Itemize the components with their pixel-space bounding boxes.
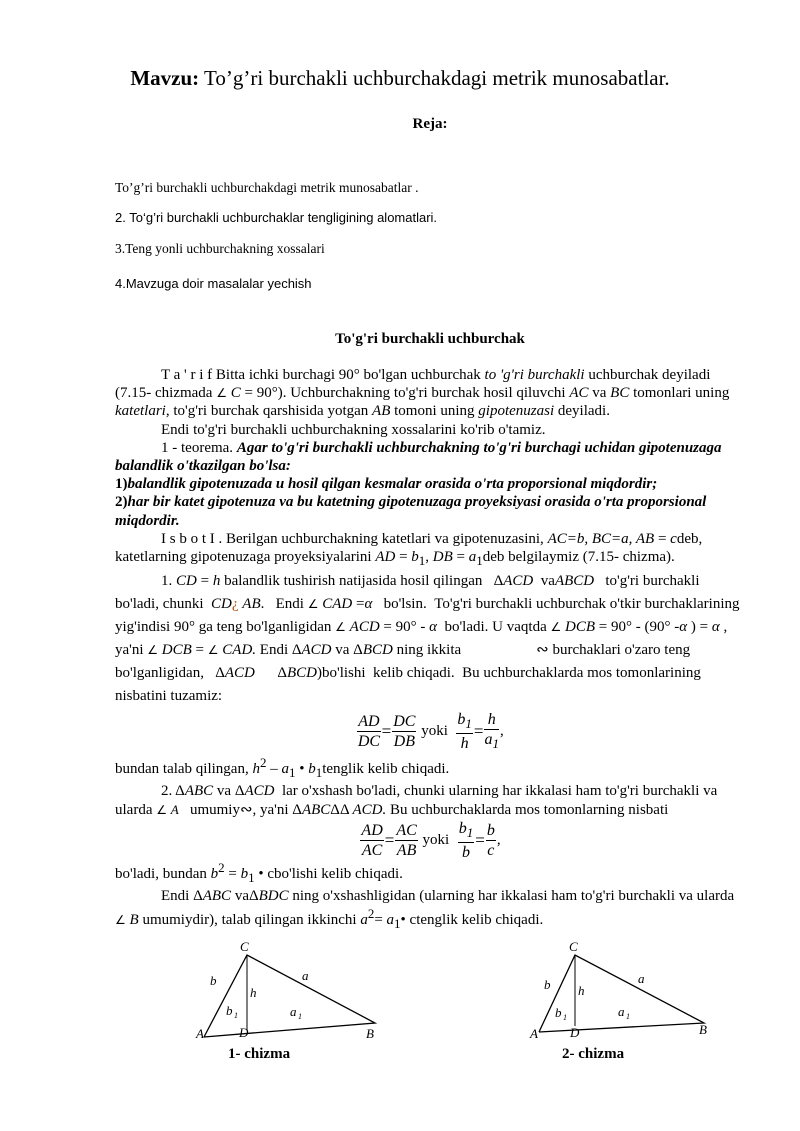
equation-1: $\frac{AD}{DC}$ = $\frac{DC}{DB}$ yoki $\frac{b_1}{h}$ = $\frac{h}{a_1}$ , xyxy=(357,711,504,753)
theorem-item-2: 2)har bir katet gipotenuza va bu katetning gipotenuzaga proyeksiyasi orasida o'rta proporsional miqdordir. xyxy=(115,494,707,529)
equation-2: $\frac{AD}{AC}$ = $\frac{AC}{AB}$ yoki $\frac{b_1}{b}$ = $\frac{b}{c}$ , xyxy=(361,819,501,862)
proof-step-1: 1. CD = h balandlik tushirish natijasida hosil qilingan ΔACD vaABCD to'g'ri burchakli bo'ladi, chunki CD¿ AB. Endi ∠ CAD =α bo'lsin. To'g'ri burchakli uchburchak o'tkir burchaklarining yig'indisi 90° ga teng bo'lganligidan ∠ ACD = 90° - α bo'ladi. U vaqtda ∠ DCB = 90° - (90° -α ) = α , ya'ni ∠ DCB = ∠ CAD. Endi ΔACD va ΔBCD ning ikkita ∾ burchaklari o'zaro teng bo'lganligidan, ΔACD ΔBCD)bo'lishi kelib chiqadi. Bu uchburchaklarda mos tomonlarining nisbatini tuzamiz: xyxy=(115,573,740,705)
triangle xyxy=(204,955,375,1037)
label-b-side: b xyxy=(210,973,217,988)
proof-step-3: Endi ΔABC vaΔBDC ning o'xshashligidan (ularning har ikkalasi ham to'g'ri burchakli va ularda ∠ B umumiydir), talab qilingan ikkinchi $a^2=$ $a_1•$ ctenglik kelib chiqadi. xyxy=(115,888,735,932)
label-a1-sub: 1 xyxy=(626,1012,630,1021)
plan-item-3: 3.Teng yonli uchburchakning xossalari xyxy=(115,241,325,256)
page-title xyxy=(0,66,800,91)
label-a-vertex: A xyxy=(196,1026,204,1041)
label-b1: b xyxy=(226,1003,233,1018)
proof-step-2: 2. ΔABC va ΔACD lar o'xshash bo'ladi, chunki ularning har ikkalasi ham to'g'ri burchakli va ularda ∠ A umumiy∾, ya'ni ΔABCΔΔ ACD. Bu uchburchaklarda mos tomonlarning nisbati xyxy=(115,783,718,818)
document-body xyxy=(115,366,745,933)
label-a-vertex: A xyxy=(530,1026,538,1041)
label-d: D xyxy=(239,1025,249,1040)
label-a-side: a xyxy=(638,971,645,986)
figure-1-caption: 1- chizma xyxy=(228,1046,291,1062)
label-b1: b xyxy=(555,1005,562,1020)
paragraph: T a ' r i f Bitta ichki burchagi 90° bo'lgan uchburchak to 'g'ri burchakli uchburchak deyiladi (7.15- chizmada ∠ C = 90°). Uchburchakning to'g'ri burchak hosil qiluvchi AC va BC tomonlari uning katetlari, to'g'ri burchak qarshisida yotgan AB tomoni uning gipotenuzasi deyiladi. xyxy=(115,367,730,420)
label-h: h xyxy=(578,983,585,998)
label-b-vertex: B xyxy=(366,1026,374,1041)
theorem: 1 - teorema. Agar to'g'ri burchakli uchburchakning to'g'ri burchagi uchidan gipotenuzaga balandlik o'tkazilgan bo'lsa: xyxy=(115,439,722,475)
label-a1: a xyxy=(618,1004,625,1019)
label-a1-sub: 1 xyxy=(298,1012,302,1021)
label-b-vertex: B xyxy=(699,1022,707,1037)
title-label: Mavzu: xyxy=(130,66,200,90)
label-b1-sub: 1 xyxy=(563,1013,567,1022)
plan-item-1: To’g’ri burchakli uchburchakdagi metrik munosabatlar . xyxy=(115,180,419,195)
label-d: D xyxy=(570,1025,580,1040)
figure-2 xyxy=(522,938,722,1042)
proof: I s b o t I . Berilgan uchburchakning katetlari va gipotenuzasini, AC=b, BC=a, AB = cdeb, katetlarning gipotenuzaga proyeksiyalarini AD = $b_1$, DB = $a_1deb$ belgilaymiz (7.15- chizma). xyxy=(115,530,703,569)
plan-item-4: 4.Mavzuga doir masalalar yechish xyxy=(115,276,312,291)
label-c: C xyxy=(240,939,249,954)
theorem-item-1: 1)balandlik gipotenuzada u hosil qilgan kesmalar orasida o'rta proporsional miqdordir; xyxy=(115,476,658,493)
plan-item-2: 2. To‘g’ri burchakli uchburchaklar tengligining alomatlari. xyxy=(115,210,438,225)
paragraph: Endi to'g'ri burchakli uchburchakning xossalarini ko'rib o'tamiz. xyxy=(161,421,546,438)
label-b-side: b xyxy=(544,977,551,992)
proof-result-2: bo'ladi, bundan $b^2 = b_1$ • cbo'lishi kelib chiqadi. xyxy=(115,859,403,885)
title-text: To’g’ri burchakli uchburchakdagi metrik munosabatlar. xyxy=(199,66,670,90)
section-title: To'g'ri burchakli uchburchak xyxy=(335,331,525,347)
figure-1 xyxy=(190,938,390,1042)
plan-heading: Reja: xyxy=(412,116,448,132)
label-a-side: a xyxy=(302,968,309,983)
proof-result-1: bundan talab qilingan, $h^2 - a_1$ • $b_1tenglik$ kelib chiqadi. xyxy=(115,755,450,781)
label-c: C xyxy=(569,939,578,954)
label-b1-sub: 1 xyxy=(234,1011,238,1020)
figure-2-caption: 2- chizma xyxy=(562,1046,625,1062)
label-h: h xyxy=(250,985,257,1000)
label-a1: a xyxy=(290,1004,297,1019)
